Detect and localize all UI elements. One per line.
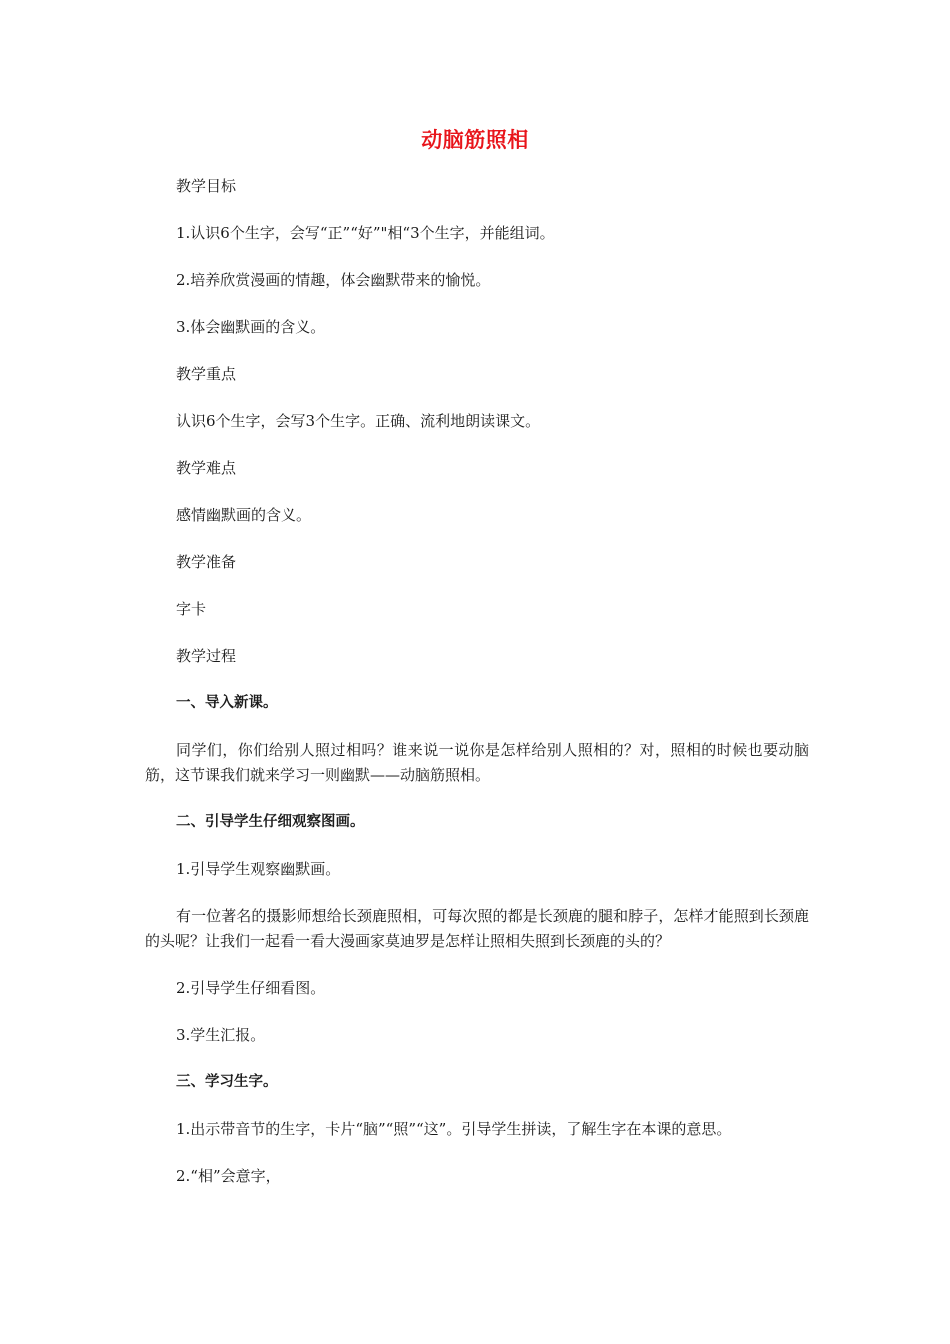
paragraph-section-preparation: 教学准备 <box>176 553 237 571</box>
paragraph: 2.引导学生仔细看图。 <box>176 979 326 997</box>
paragraph: 2.“相”会意字， <box>176 1167 281 1185</box>
paragraph-section-goals: 教学目标 <box>176 177 237 195</box>
heading-step-1: 一、导入新课。 <box>176 695 278 711</box>
paragraph-section-key-points: 教学重点 <box>176 365 237 383</box>
paragraph: 2.培养欣赏漫画的情趣，体会幽默带来的愉悦。 <box>176 271 491 289</box>
heading-step-2: 二、引导学生仔细观察图画。 <box>176 814 365 830</box>
heading-step-3: 三、学习生字。 <box>176 1074 278 1090</box>
document-body <box>145 174 809 1211</box>
paragraph: 1.出示带音节的生字，卡片“脑”“照”“这”。引导学生拼读，了解生字在本课的意思。 <box>176 1120 732 1138</box>
paragraph: 同学们，你们给别人照过相吗？谁来说一说你是怎样给别人照相的？对，照相的时候也要动脑筋，这节课我们就来学习一则幽默——动脑筋照相。 <box>145 741 809 784</box>
document-title: 动脑筋照相 <box>421 128 529 152</box>
paragraph: 感情幽默画的含义。 <box>176 506 312 524</box>
paragraph-section-process: 教学过程 <box>176 647 237 665</box>
paragraph: 3.体会幽默画的含义。 <box>176 318 326 336</box>
paragraph: 有一位著名的摄影师想给长颈鹿照相，可每次照的都是长颈鹿的腿和脖子，怎样才能照到长颈鹿的头呢？让我们一起看一看大漫画家莫迪罗是怎样让照相失照到长颈鹿的头的？ <box>145 907 809 950</box>
paragraph: 1.引导学生观察幽默画。 <box>176 860 341 878</box>
paragraph-section-difficulties: 教学难点 <box>176 459 237 477</box>
paragraph: 字卡 <box>176 600 207 618</box>
paragraph: 认识6个生字，会写3个生字。正确、流利地朗读课文。 <box>176 412 541 430</box>
paragraph: 3.学生汇报。 <box>176 1026 266 1044</box>
paragraph: 1.认识6个生字，会写“正”“好”"相“3个生字，并能组词。 <box>176 224 555 242</box>
